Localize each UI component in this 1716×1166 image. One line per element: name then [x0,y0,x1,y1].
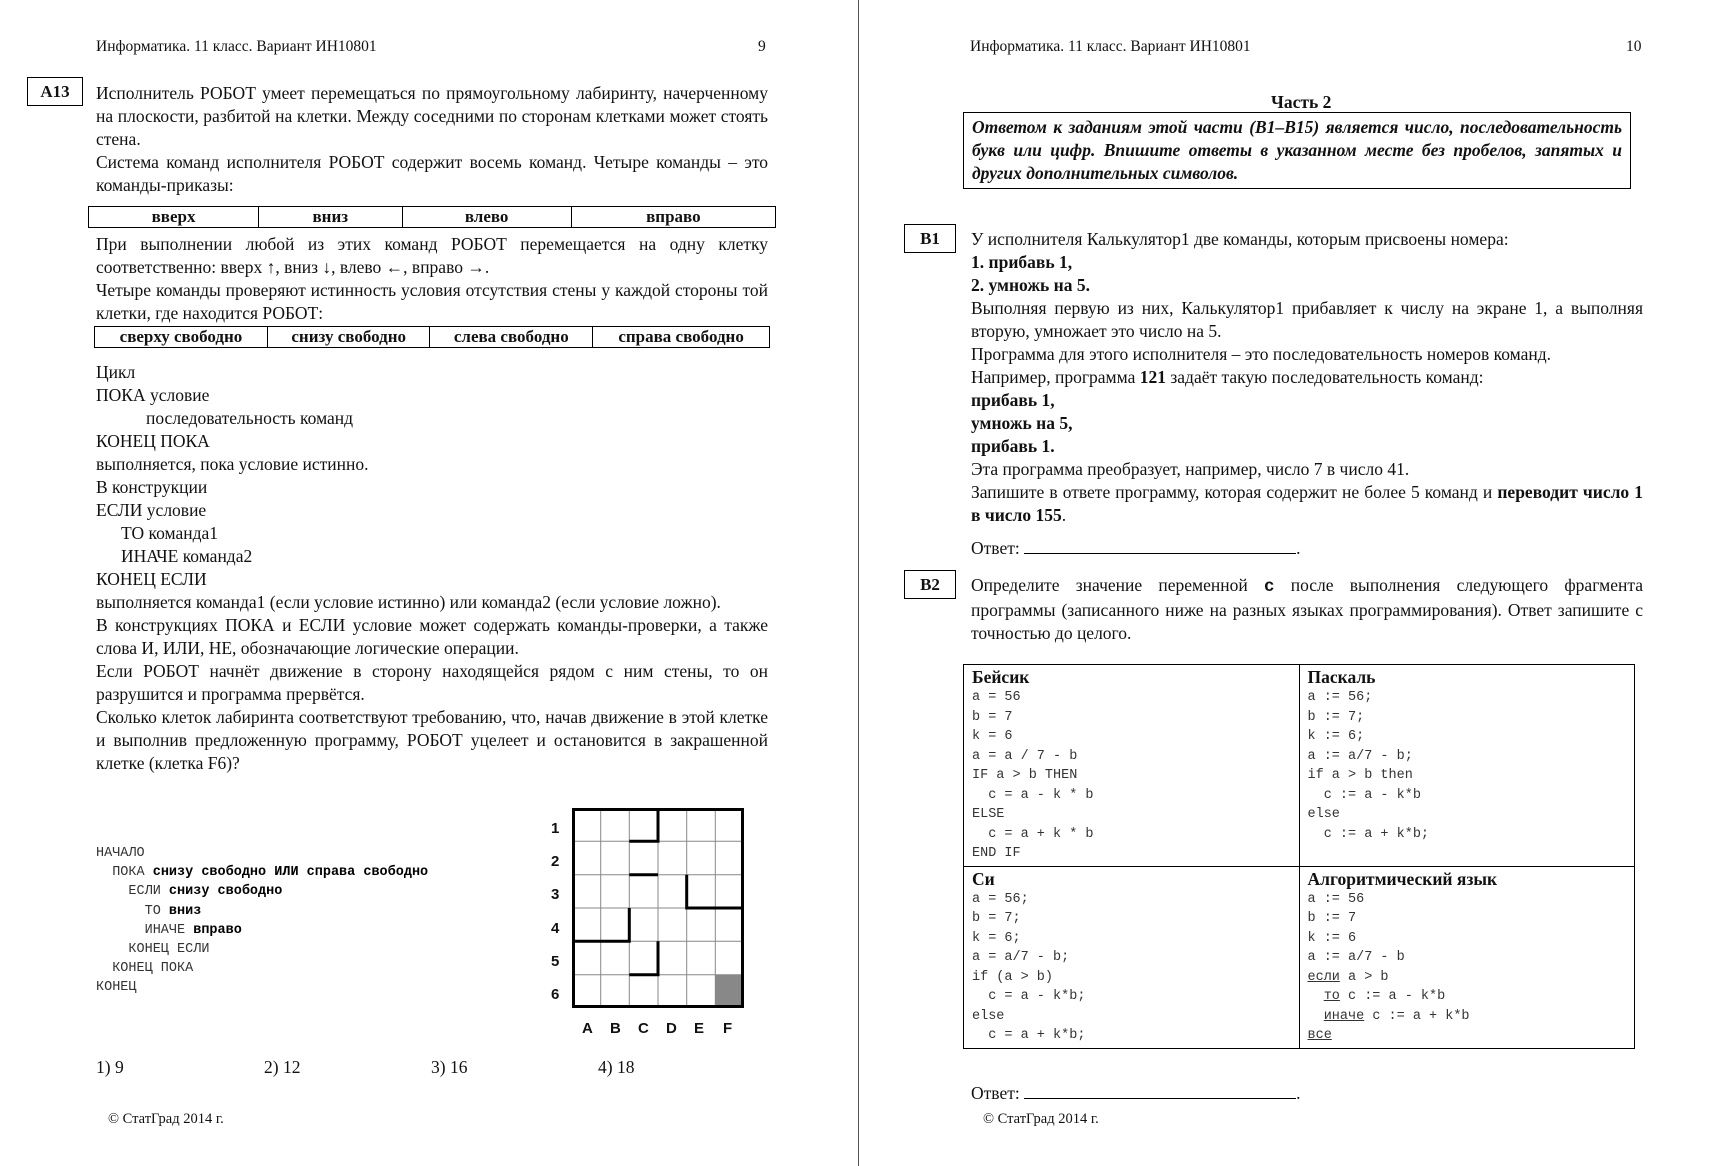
b1-example-cmd: прибавь 1, [971,390,1055,410]
row-label: 1 [551,820,560,837]
check-cell: сверху свободно [95,327,268,348]
b1-transform: Эта программа преобразует, например, число 7 в число 41. [971,459,1410,479]
page-number: 9 [758,38,766,55]
construct-description [96,361,768,591]
answer-choice: 1) 9 [96,1057,124,1077]
row-label: 4 [551,920,560,937]
prog-command: вправо [193,922,242,938]
col-label: F [723,1020,733,1037]
row-label: 5 [551,953,560,970]
check-cell: справа свободно [593,327,770,348]
construct-line: ТО команда1 [121,523,219,543]
check-cell: снизу свободно [267,327,429,348]
col-label: E [694,1020,705,1037]
task-label-b1: B1 [904,224,956,253]
page-number: 10 [1626,38,1642,55]
b1-example: Например, программа 121 задаёт такую последовательность команд: [971,367,1484,387]
construct-line: выполняется, пока условие истинно. [96,454,369,474]
question-text: Сколько клеток лабиринта соответствуют требованию, что, начав движение в этой клетке и выполнив предложенную программу, РОБОТ уцелеет и остановится в закрашенной клетке (клетка F6)? [96,707,768,773]
col-label: C [638,1020,649,1037]
robot-program: НАЧАЛО ПОКА снизу свободно ИЛИ справа свободно ЕСЛИ снизу свободно ТО вниз ИНАЧЕ вправо КОНЕЦ ЕСЛИ КОНЕЦ ПОКА КОНЕЦ [96,846,429,996]
construct-line: Цикл [96,362,136,382]
construct-line: В конструкции [96,477,208,497]
task-label-b2: B2 [904,570,956,599]
move-description [96,233,768,325]
code-table [963,664,1635,1049]
text-after-2: В конструкциях ПОКА и ЕСЛИ условие может содержать команды-проверки, а также слова И, ИЛИ, НЕ, обозначающие логические операции. [96,615,768,658]
c-code: a = 56; b = 7; k = 6; a = a/7 - b; if (a > b) c = a - k*b; else c = a + k*b; [972,891,1086,1043]
construct-line: ИНАЧЕ команда2 [121,546,253,566]
prog-line: КОНЕЦ ПОКА [112,961,194,977]
page-header: Информатика. 11 класс. Вариант ИН10801 [96,38,377,55]
b1-desc: Выполняя первую из них, Калькулятор1 прибавляет к числу на экране 1, а выполняя вторую, умножает это число на 5. [971,298,1643,341]
pascal-cell [1299,665,1635,867]
prog-condition: снизу свободно [168,884,283,900]
cmd-cell: влево [402,207,571,228]
b1-answer-field[interactable] [1024,536,1296,554]
part-instructions: Ответом к заданиям этой части (B1–B15) является число, последовательность букв или цифр. Впишите ответы в указанном месте без пробелов, запятых и других дополнительных символов. [963,112,1631,189]
col-label: D [666,1020,677,1037]
cmd-cell: вверх [89,207,259,228]
construct-line: последовательность команд [146,408,354,428]
answer-choice: 2) 12 [264,1057,301,1077]
col-label: B [610,1020,621,1037]
answer-choice: 3) 16 [431,1057,468,1077]
basic-cell [964,665,1300,867]
b1-answer: Ответ: . [971,538,1301,558]
task-b2: Определите значение переменной c после выполнения следующего фрагмента программы (записанного ниже на разных языках программирования). Ответ запишите с точностью до целого. [971,575,1643,643]
row-label: 6 [551,986,560,1003]
b1-example-cmd: прибавь 1. [971,436,1055,456]
construct-line: КОНЕЦ ПОКА [96,431,210,451]
var-c: c [1263,577,1275,597]
page-divider [858,0,859,1166]
move-commands-table [88,206,776,228]
pascal-title: Паскаль [1307,667,1376,687]
page-header: Информатика. 11 класс. Вариант ИН10801 [970,38,1251,55]
prog-line: НАЧАЛО [96,846,145,861]
b1-task: Запишите в ответе программу, которая содержит не более 5 команд и переводит число 1 в число 155. [971,482,1643,525]
part-title: Часть 2 [1271,92,1332,112]
c-cell [964,866,1300,1048]
prog-command: вниз [168,903,202,919]
c-title: Си [972,868,995,889]
target-cell-f6 [715,975,744,1008]
construct-explanation [96,591,768,775]
task-a13-intro [96,82,768,197]
basic-title: Бейсик [972,667,1030,687]
alg-cell [1299,866,1635,1048]
text-after-1: выполняется команда1 (если условие истинно) или команда2 (если условие ложно). [96,592,721,612]
b2-answer: Ответ: . [971,1083,1301,1103]
copyright: © СтатГрад 2014 г. [108,1111,224,1127]
construct-line: ЕСЛИ условие [96,500,207,520]
b1-cmd: 1. прибавь 1, [971,252,1073,272]
task-b1 [971,228,1643,527]
alg-code: a := 56 b := 7 k := 6 a := a/7 - b если a > b то c := a - k*b иначе c := a + k*b все [1307,891,1470,1043]
intro-paragraph-2: Система команд исполнителя РОБОТ содержит восемь команд. Четыре команды – это команды-приказы: [96,152,768,195]
b1-line: У исполнителя Калькулятор1 две команды, которым присвоены номера: [971,229,1509,249]
prog-condition: снизу свободно ИЛИ справа свободно [152,865,429,881]
row-label: 2 [551,853,560,870]
task-label-a13: А13 [27,77,83,106]
maze-grid [572,808,744,1008]
b1-prog-desc: Программа для этого исполнителя – это последовательность номеров команд. [971,344,1552,364]
col-label: A [582,1020,593,1037]
answer-choice: 4) 18 [598,1057,635,1077]
prog-line: КОНЕЦ ЕСЛИ [128,942,210,958]
intro-paragraph-1: Исполнитель РОБОТ умеет перемещаться по прямоугольному лабиринту, начерченному на плоскости, разбитой на клетки. Между соседними по сторонам клетками может стоять стена. [96,83,768,149]
b2-answer-field[interactable] [1024,1081,1296,1099]
alg-title: Алгоритмический язык [1307,868,1498,889]
prog-line: КОНЕЦ [96,980,137,996]
check-cell: слева свободно [430,327,593,348]
cmd-cell: вправо [571,207,775,228]
text-after-3: Если РОБОТ начнёт движение в сторону находящейся рядом с ним стены, то он разрушится и программа прервётся. [96,661,768,704]
row-label: 3 [551,886,560,903]
b1-example-cmd: умножь на 5, [971,413,1073,433]
b1-cmd: 2. умножь на 5. [971,275,1090,295]
move-desc-1: При выполнении любой из этих команд РОБОТ перемещается на одну клетку соответственно: вверх ↑, вниз ↓, влево ←, вправо →. [96,234,768,277]
move-desc-2: Четыре команды проверяют истинность условия отсутствия стены у каждой стороны той клетки, где находится РОБОТ: [96,280,768,323]
copyright: © СтатГрад 2014 г. [983,1111,1099,1127]
construct-line: ПОКА условие [96,385,210,405]
pascal-code: a := 56; b := 7; k := 6; a := a/7 - b; if a > b then c := a - k*b else c := a + k*b; [1307,690,1430,842]
construct-line: КОНЕЦ ЕСЛИ [96,569,207,589]
check-commands-table [94,326,770,348]
basic-code: a = 56 b = 7 k = 6 a = a / 7 - b IF a > b THEN c = a - k * b ELSE c = a + k * b END IF [972,690,1094,861]
cmd-cell: вниз [259,207,402,228]
